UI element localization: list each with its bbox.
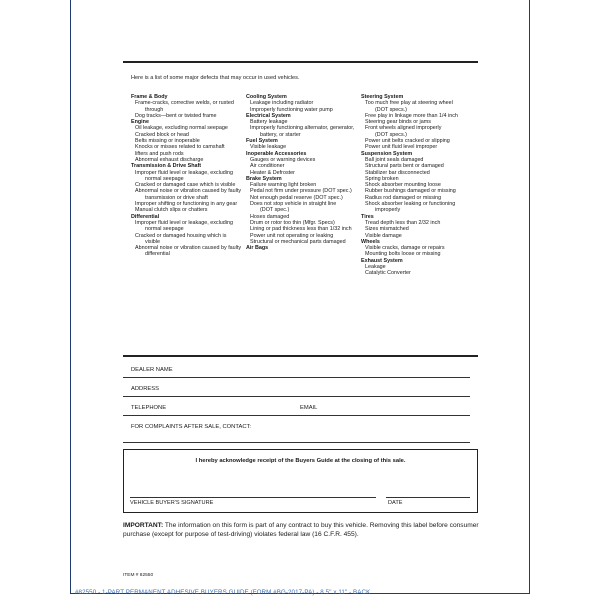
date-field[interactable] (386, 497, 470, 498)
acknowledgement-text: I hereby acknowledge receipt of the Buyers Guide at the closing of this sale. (195, 458, 406, 464)
defect-item: Abnormal noise or vibration caused by faulty (135, 188, 242, 195)
defect-item: Improperly functioning alternator, generator, (250, 125, 355, 132)
address-field[interactable] (123, 396, 470, 397)
defects-column-2 (246, 94, 360, 251)
defect-section-heading: Inoperable Accessories (246, 150, 307, 157)
defect-item: Belts missing or inoperable (135, 138, 200, 145)
defect-item: Heater & Defroster (250, 169, 295, 176)
defect-section-heading: Suspension System (361, 150, 413, 157)
product-caption: #82550 - 1-PART PERMANENT ADHESIVE BUYERS GUIDE (FORM #BG-2017-PA) - 8.5" x 11" - BACK (75, 589, 371, 596)
defect-item: Steering gear binds or jams (365, 119, 431, 126)
defect-item: Power unit fluid level improper (365, 144, 438, 151)
defect-item: Knocks or misses related to camshaft (135, 144, 225, 151)
defect-item: Visible damage (365, 232, 402, 239)
defect-section-heading: Transmission & Drive Shaft (131, 163, 202, 170)
defect-item: Rubber bushings damaged or missing (365, 188, 456, 195)
defect-item: Radius rod damaged or missing (365, 194, 442, 201)
acknowledgement-box (123, 449, 478, 513)
important-notice (123, 521, 483, 539)
defect-item: Visible cracks, damage or repairs (365, 245, 445, 252)
dealer-name-field[interactable] (123, 377, 470, 378)
top-rule (123, 61, 478, 63)
defect-item: Battery leakage (250, 119, 288, 126)
defect-item: Ball joint seals damaged (365, 156, 424, 163)
defect-item: Leakage including radiator (250, 100, 314, 107)
address-label: ADDRESS (131, 386, 160, 392)
defect-section-heading: Engine (131, 119, 149, 126)
defect-section-heading: Differential (131, 213, 160, 220)
defect-item: (DOT specs.) (375, 131, 407, 138)
defect-section-heading: Brake System (246, 175, 282, 182)
defect-item: Shock absorber leaking or functioning (365, 201, 456, 208)
defect-item: differential (145, 251, 170, 258)
defect-item: Power unit belts cracked or slipping (365, 138, 450, 145)
defect-item: Improper shifting or functioning in any gear (135, 201, 238, 208)
defect-item: Gauges or warning devices (250, 156, 316, 163)
defect-item: Improperly functioning water pump (250, 106, 333, 113)
date-label: DATE (388, 500, 403, 506)
defect-item: Failure warning light broken (250, 182, 317, 189)
signature-field[interactable] (130, 497, 376, 498)
defect-section-heading: Frame & Body (131, 94, 168, 100)
defect-item: Oil leakage, excluding normal seepage (135, 125, 228, 132)
defect-item: Front wheels aligned improperly (365, 125, 442, 132)
defect-item: Structural or mechanical parts damaged (250, 238, 346, 245)
defect-item: Abnormal exhaust discharge (135, 156, 204, 163)
defect-section-heading: Exhaust System (361, 257, 403, 264)
defect-item: battery, or starter (260, 131, 301, 138)
important-label: IMPORTANT: (123, 522, 164, 529)
defect-item: Catalytic Converter (365, 270, 411, 277)
dealer-name-label: DEALER NAME (131, 367, 173, 373)
defect-item: Abnormal noise or vibration caused by faulty (135, 245, 242, 252)
defect-item: Too much free play at steering wheel (365, 100, 453, 107)
defect-item: Tread depth less than 2/32 inch (365, 219, 441, 226)
telephone-label: TELEPHONE (131, 405, 167, 411)
defect-item: Drum or rotor too thin (Mfgr. Specs) (250, 219, 335, 226)
defect-item: Leakage (365, 264, 386, 271)
defect-item: Spring broken (365, 175, 399, 182)
defect-item: Cracked or damaged case which is visible (135, 182, 236, 189)
item-number: ITEM # 82550 (123, 573, 154, 578)
defect-item: Manual clutch slips or chatters (135, 207, 208, 214)
defect-item: Lining or pad thickness less than 1/32 inch (250, 226, 352, 233)
defect-item: improperly (375, 207, 401, 214)
defects-column-1 (131, 94, 247, 258)
complaints-label: FOR COMPLAINTS AFTER SALE, CONTACT: (131, 424, 252, 430)
defect-item: Mounting bolts loose or missing (365, 251, 441, 258)
defect-item: Free play in linkage more than 1/4 inch (365, 112, 458, 119)
defect-item: Improper fluid level or leakage, excluding (135, 169, 233, 176)
defect-item: lifters and push rods (135, 150, 184, 157)
defect-item: Pedal not firm under pressure (DOT spec.) (250, 188, 352, 195)
defect-item: Shock absorber mounting loose (365, 182, 441, 189)
defect-item: normal seepage (145, 175, 184, 182)
defect-item: through (145, 106, 164, 113)
defect-section-heading: Air Bags (246, 245, 269, 252)
defect-item: transmission or drive shaft (145, 194, 208, 201)
telephone-email-field[interactable] (123, 415, 470, 416)
defect-item: Improper fluid level or leakage, excluding (135, 219, 233, 226)
defect-item: normal seepage (145, 226, 184, 233)
defect-section-heading: Fuel System (246, 138, 278, 145)
defect-item: Cracked or damaged housing which is (135, 232, 227, 239)
defect-item: (DOT specs.) (375, 106, 407, 113)
defect-item: Power unit not operating or leaking (250, 232, 334, 239)
defect-item: Frame-cracks, corrective welds, or rusted (135, 100, 234, 107)
defect-item: Hoses damaged (250, 213, 290, 220)
signature-label: VEHICLE BUYER'S SIGNATURE (130, 500, 214, 506)
defect-item: visible (145, 238, 160, 245)
important-text: The information on this form is part of any contract to buy this vehicle. Removing this label before consumer purchase (except for purpose of test-driving) violates federal law (16 C.F.R. 455). (123, 522, 479, 538)
defect-section-heading: Wheels (361, 238, 380, 245)
defects-column-3 (361, 94, 473, 277)
defect-section-heading: Cooling System (246, 94, 287, 100)
defect-item: Stabilizer bar disconnected (365, 169, 430, 176)
defect-item: Air conditioner (250, 163, 285, 170)
email-label: EMAIL (300, 405, 318, 411)
defect-item: Cracked block or head (135, 131, 189, 138)
intro-text: Here is a list of some major defects that may occur in used vehicles. (131, 75, 300, 81)
defect-item: Not enough pedal reserve (DOT spec.) (250, 194, 343, 201)
defect-item: Dog tracks—bent or twisted frame (135, 112, 217, 119)
defect-item: Sizes mismatched (365, 226, 409, 233)
defect-section-heading: Electrical System (246, 112, 291, 119)
defect-section-heading: Tires (361, 213, 374, 220)
defect-item: (DOT spec.) (260, 207, 290, 214)
defect-item: Does not stop vehicle in straight line (250, 201, 337, 208)
defect-item: Visible leakage (250, 144, 287, 151)
middle-rule (123, 355, 478, 357)
complaints-field[interactable] (123, 442, 470, 443)
defect-item: Structural parts bent or damaged (365, 163, 444, 170)
defect-section-heading: Steering System (361, 94, 404, 100)
